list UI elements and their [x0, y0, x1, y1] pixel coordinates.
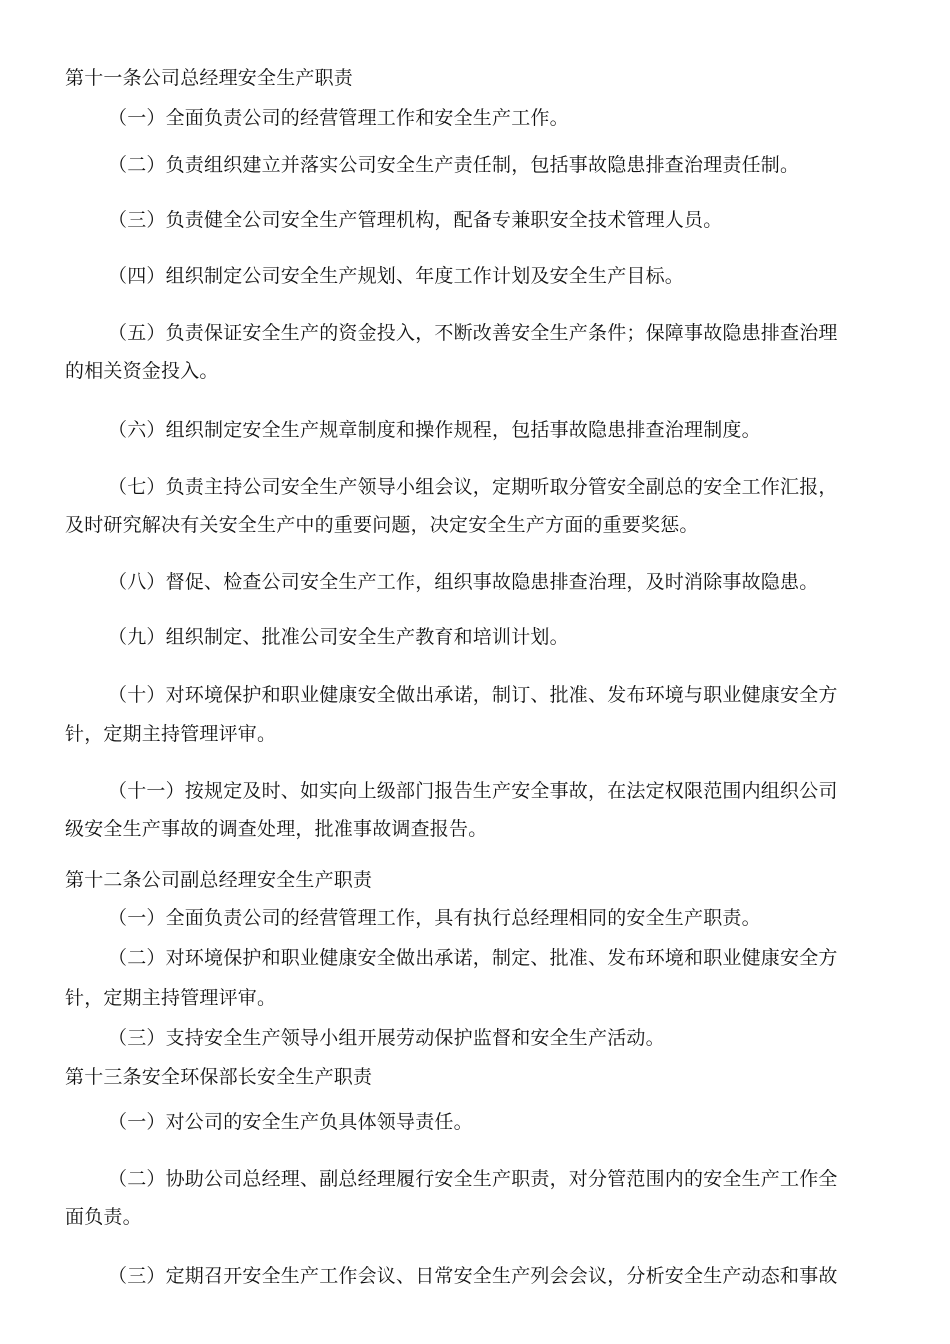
article-12-item-3: （三）支持安全生产领导小组开展劳动保护监督和安全生产活动。 [108, 1027, 665, 1049]
article-13-item-2-line-1: （二）协助公司总经理、副总经理履行安全生产职责，对分管范围内的安全生产工作全 [108, 1168, 838, 1190]
article-11-item-1: （一）全面负责公司的经营管理工作和安全生产工作。 [108, 107, 569, 129]
article-11-heading: 第十一条公司总经理安全生产职责 [65, 67, 354, 89]
article-12-heading: 第十二条公司副总经理安全生产职责 [65, 869, 373, 891]
article-11-item-7-line-1: （七）负责主持公司安全生产领导小组会议，定期听取分管安全副总的安全工作汇报， [108, 476, 838, 498]
article-12-item-2-line-2: 针，定期主持管理评审。 [65, 987, 277, 1009]
article-12-item-2-line-1: （二）对环境保护和职业健康安全做出承诺，制定、批准、发布环境和职业健康安全方 [108, 947, 838, 969]
article-11-item-6: （六）组织制定安全生产规章制度和操作规程，包括事故隐患排查治理制度。 [108, 419, 761, 441]
article-13-heading: 第十三条安全环保部长安全生产职责 [65, 1066, 373, 1088]
article-11-item-2: （二）负责组织建立并落实公司安全生产责任制，包括事故隐患排查治理责任制。 [108, 154, 800, 176]
article-13-item-2-line-2: 面负责。 [65, 1206, 142, 1228]
article-11-item-11-line-1: （十一）按规定及时、如实向上级部门报告生产安全事故，在法定权限范围内组织公司 [108, 780, 838, 802]
article-11-item-8: （八）督促、检查公司安全生产工作，组织事故隐患排查治理，及时消除事故隐患。 [108, 571, 819, 593]
article-11-item-5-line-2: 的相关资金投入。 [65, 360, 219, 382]
article-11-item-5-line-1: （五）负责保证安全生产的资金投入，不断改善安全生产条件；保障事故隐患排查治理 [108, 322, 838, 344]
article-11-item-4: （四）组织制定公司安全生产规划、年度工作计划及安全生产目标。 [108, 265, 685, 287]
article-12-item-1: （一）全面负责公司的经营管理工作，具有执行总经理相同的安全生产职责。 [108, 907, 761, 929]
article-11-item-7-line-2: 及时研究解决有关安全生产中的重要问题，决定安全生产方面的重要奖惩。 [65, 514, 699, 536]
article-11-item-11-line-2: 级安全生产事故的调查处理，批准事故调查报告。 [65, 818, 488, 840]
article-11-item-9: （九）组织制定、批准公司安全生产教育和培训计划。 [108, 626, 569, 648]
article-13-item-1: （一）对公司的安全生产负具体领导责任。 [108, 1111, 473, 1133]
article-11-item-10-line-1: （十）对环境保护和职业健康安全做出承诺，制订、批准、发布环境与职业健康安全方 [108, 684, 838, 706]
article-11-item-10-line-2: 针，定期主持管理评审。 [65, 723, 277, 745]
article-13-item-3-line-1: （三）定期召开安全生产工作会议、日常安全生产列会会议，分析安全生产动态和事故 [108, 1265, 838, 1287]
article-11-item-3: （三）负责健全公司安全生产管理机构，配备专兼职安全技术管理人员。 [108, 209, 723, 231]
